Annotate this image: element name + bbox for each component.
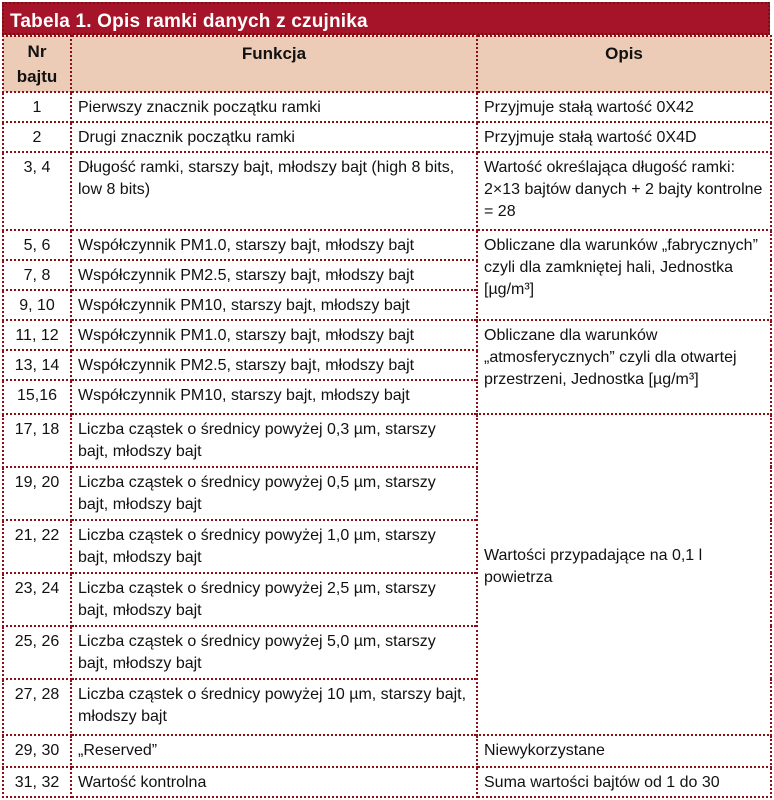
byte-number: 31, 32 — [3, 767, 71, 797]
function-cell: Liczba cząstek o średnicy powyżej 0,3 µm, starszy bajt, młodszy bajt — [71, 414, 477, 467]
table-row — [3, 767, 771, 797]
function-cell: Wartość kontrolna — [71, 767, 477, 797]
table — [2, 35, 772, 798]
byte-number: 17, 18 — [3, 414, 71, 467]
byte-number: 21, 22 — [3, 520, 71, 573]
description-cell: Wartości przypadające na 0,1 l powietrza — [477, 414, 771, 735]
function-cell: Współczynnik PM10, starszy bajt, młodszy bajt — [71, 290, 477, 320]
table-row — [3, 92, 771, 122]
table-row — [3, 152, 771, 230]
description-cell: Niewykorzystane — [477, 735, 771, 767]
description-cell: Obliczane dla warunków „atmosferycznych” czyli dla otwartej przestrzeni, Jednostka [µg/m³] — [477, 320, 771, 414]
table-row — [3, 122, 771, 152]
function-cell: Liczba cząstek o średnicy powyżej 2,5 µm, starszy bajt, młodszy bajt — [71, 573, 477, 626]
byte-number: 29, 30 — [3, 735, 71, 767]
description-cell: Obliczane dla warunków „fabrycznych” czyli dla zamkniętej hali, Jednostka [µg/m³] — [477, 230, 771, 320]
byte-number: 9, 10 — [3, 290, 71, 320]
function-cell: Drugi znacznik początku ramki — [71, 122, 477, 152]
byte-number: 13, 14 — [3, 350, 71, 380]
function-cell: Długość ramki, starszy bajt, młodszy bajt (high 8 bits, low 8 bits) — [71, 152, 477, 230]
function-cell: Współczynnik PM2.5, starszy bajt, młodszy bajt — [71, 350, 477, 380]
table-row — [3, 735, 771, 767]
description-cell: Przyjmuje stałą wartość 0X4D — [477, 122, 771, 152]
description-cell: Wartość określająca długość ramki: 2×13 bajtów danych + 2 bajty kontrolne = 28 — [477, 152, 771, 230]
byte-number: 19, 20 — [3, 467, 71, 520]
function-cell: Współczynnik PM10, starszy bajt, młodszy bajt — [71, 380, 477, 414]
function-cell: Liczba cząstek o średnicy powyżej 5,0 µm, starszy bajt, młodszy bajt — [71, 626, 477, 679]
description-cell: Przyjmuje stałą wartość 0X42 — [477, 92, 771, 122]
function-cell: „Reserved” — [71, 735, 477, 767]
function-cell: Liczba cząstek o średnicy powyżej 10 µm, starszy bajt, młodszy bajt — [71, 679, 477, 735]
byte-number: 25, 26 — [3, 626, 71, 679]
function-cell: Współczynnik PM1.0, starszy bajt, młodszy bajt — [71, 230, 477, 260]
byte-number: 11, 12 — [3, 320, 71, 350]
byte-number: 27, 28 — [3, 679, 71, 735]
byte-number: 3, 4 — [3, 152, 71, 230]
header-row — [3, 36, 771, 92]
function-cell: Liczba cząstek o średnicy powyżej 0,5 µm, starszy bajt, młodszy bajt — [71, 467, 477, 520]
byte-number: 5, 6 — [3, 230, 71, 260]
table-row — [3, 320, 771, 350]
table-title: Tabela 1. Opis ramki danych z czujnika — [2, 2, 770, 35]
byte-number: 15,16 — [3, 380, 71, 414]
header-funkcja: Funkcja — [71, 36, 477, 92]
description-cell: Suma wartości bajtów od 1 do 30 — [477, 767, 771, 797]
function-cell: Współczynnik PM1.0, starszy bajt, młodszy bajt — [71, 320, 477, 350]
function-cell: Liczba cząstek o średnicy powyżej 1,0 µm, starszy bajt, młodszy bajt — [71, 520, 477, 573]
table-row — [3, 230, 771, 260]
byte-number: 1 — [3, 92, 71, 122]
table-row — [3, 414, 771, 467]
data-frame-table — [2, 2, 770, 798]
byte-number: 7, 8 — [3, 260, 71, 290]
header-opis: Opis — [477, 36, 771, 92]
function-cell: Współczynnik PM2.5, starszy bajt, młodszy bajt — [71, 260, 477, 290]
byte-number: 2 — [3, 122, 71, 152]
header-nr: Nr bajtu — [3, 36, 71, 92]
byte-number: 23, 24 — [3, 573, 71, 626]
function-cell: Pierwszy znacznik początku ramki — [71, 92, 477, 122]
